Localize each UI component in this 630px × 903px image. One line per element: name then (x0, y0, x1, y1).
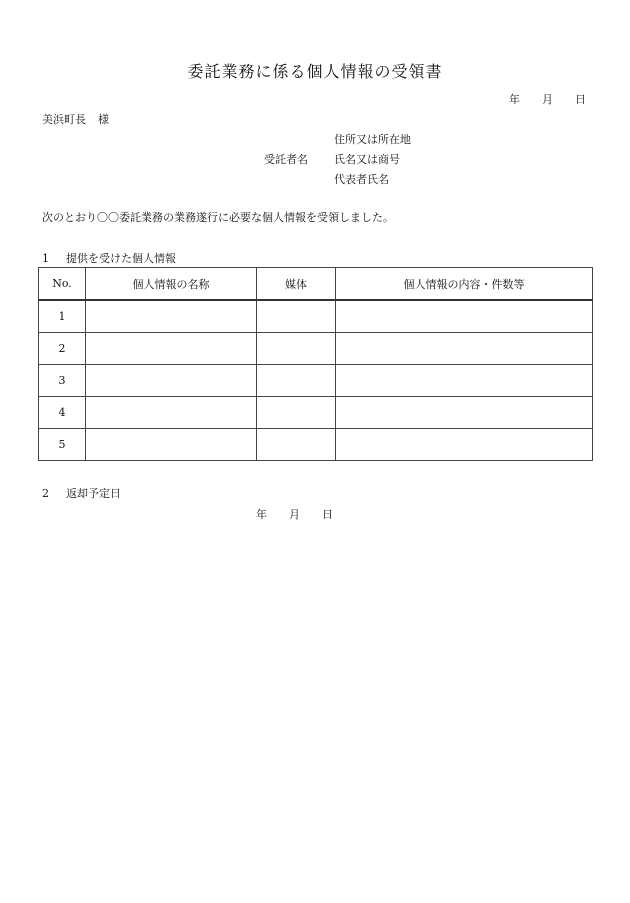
medium-cell[interactable] (257, 397, 336, 429)
section-2-number: 2 (42, 487, 49, 500)
medium-cell[interactable] (257, 300, 336, 333)
receipt-statement: 次のとおり〇〇委託業務の業務遂行に必要な個人情報を受領しました。 (42, 211, 394, 224)
return-date-month: 月 (289, 508, 300, 521)
row-number: 1 (39, 300, 86, 333)
table-row (39, 300, 593, 333)
table-row (39, 365, 593, 397)
header-info-name: 個人情報の名称 (86, 268, 257, 301)
return-date-day: 日 (322, 508, 333, 521)
info-name-cell[interactable] (86, 333, 257, 365)
issue-date-year: 年 (509, 93, 520, 106)
info-name-cell[interactable] (86, 397, 257, 429)
issue-date-day: 日 (575, 93, 586, 106)
section-2-heading (42, 485, 121, 501)
section-1-title: 提供を受けた個人情報 (66, 252, 176, 265)
content-count-cell[interactable] (336, 397, 593, 429)
table-row (39, 333, 593, 365)
addressee-honorific: 様 (98, 113, 109, 126)
content-count-cell[interactable] (336, 300, 593, 333)
header-no: No. (39, 268, 86, 301)
medium-cell[interactable] (257, 333, 336, 365)
row-number: 5 (39, 429, 86, 461)
medium-cell[interactable] (257, 365, 336, 397)
row-number: 3 (39, 365, 86, 397)
info-name-cell[interactable] (86, 300, 257, 333)
content-count-cell[interactable] (336, 365, 593, 397)
recipient-name-label: 氏名又は商号 (334, 153, 400, 166)
recipient-representative-label: 代表者氏名 (334, 173, 389, 186)
addressee-name: 美浜町長 (42, 113, 86, 126)
issue-date (509, 91, 586, 107)
section-1-heading (42, 250, 176, 266)
recipient-address-label: 住所又は所在地 (334, 133, 411, 146)
content-count-cell[interactable] (336, 429, 593, 461)
row-number: 2 (39, 333, 86, 365)
section-2-title: 返却予定日 (66, 487, 121, 500)
header-medium: 媒体 (257, 268, 336, 301)
recipient-label: 受託者名 (264, 153, 308, 166)
table-row (39, 397, 593, 429)
addressee (42, 111, 109, 127)
document-title: 委託業務に係る個人情報の受領書 (187, 62, 443, 81)
return-date (256, 506, 333, 522)
info-name-cell[interactable] (86, 365, 257, 397)
table-header-row (39, 268, 593, 301)
row-number: 4 (39, 397, 86, 429)
content-count-cell[interactable] (336, 333, 593, 365)
return-date-year: 年 (256, 508, 267, 521)
table-row (39, 429, 593, 461)
header-content-count: 個人情報の内容・件数等 (336, 268, 593, 301)
medium-cell[interactable] (257, 429, 336, 461)
section-1-number: 1 (42, 252, 49, 265)
personal-info-table (38, 267, 593, 461)
info-name-cell[interactable] (86, 429, 257, 461)
issue-date-month: 月 (542, 93, 553, 106)
